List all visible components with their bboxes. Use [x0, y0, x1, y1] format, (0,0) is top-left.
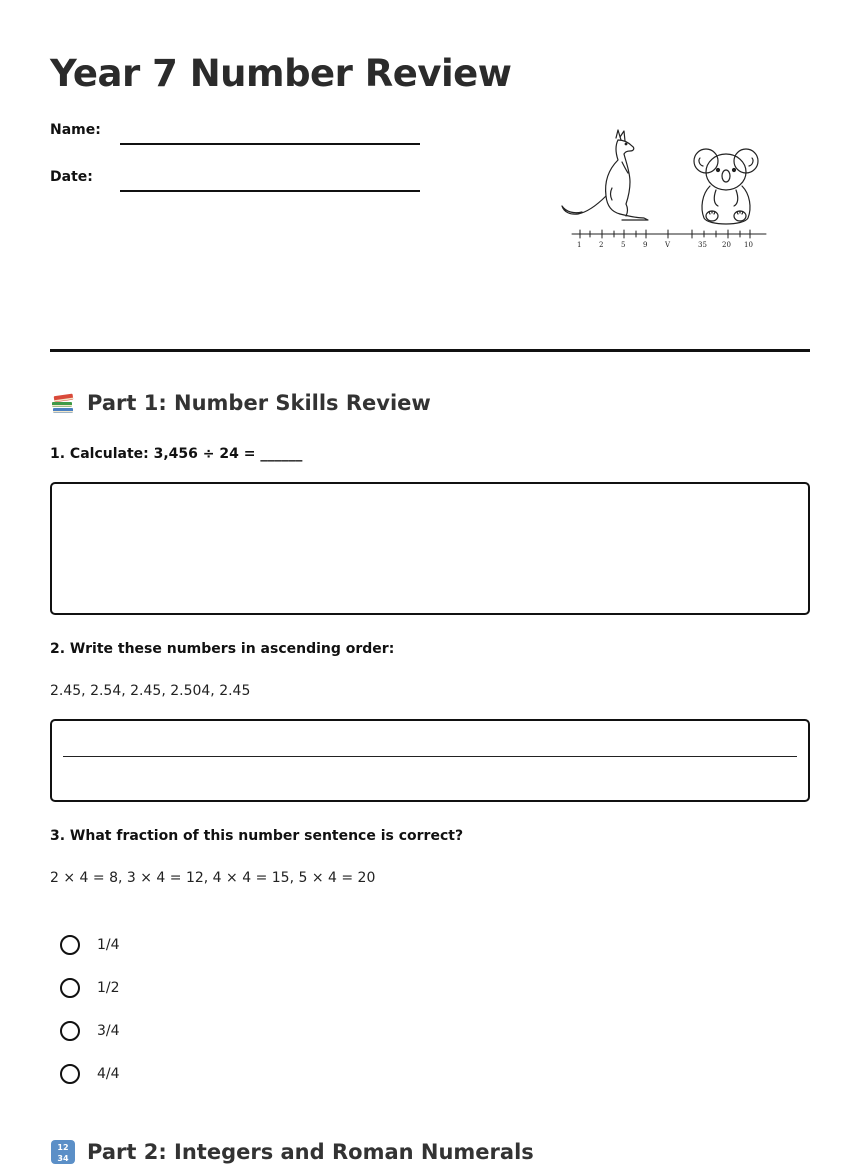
part1-title: Part 1: Number Skills Review [87, 391, 431, 415]
part2-title: Part 2: Integers and Roman Numerals [87, 1140, 534, 1164]
page-title: Year 7 Number Review [50, 52, 512, 95]
part1-heading [50, 390, 431, 416]
q3-option-1-4[interactable] [60, 935, 120, 955]
section-divider [50, 349, 810, 352]
question-2: 2. Write these numbers in ascending order: [50, 641, 395, 657]
kangaroo-koala-number-line-icon [560, 128, 770, 250]
option-label: 1/4 [97, 937, 120, 953]
q3-option-4-4[interactable] [60, 1064, 120, 1084]
radio-button[interactable] [60, 935, 80, 955]
date-label: Date: [50, 169, 93, 185]
numbers-keycap-icon [50, 1139, 76, 1165]
tick-label: V [665, 241, 671, 249]
tick-label: 10 [744, 241, 753, 249]
number-line [572, 230, 766, 238]
name-field[interactable] [120, 143, 420, 145]
option-label: 4/4 [97, 1066, 120, 1082]
svg-text:34: 34 [57, 1154, 69, 1163]
option-label: 3/4 [97, 1023, 120, 1039]
tick-label: 1 [577, 241, 582, 249]
tick-label: 35 [698, 241, 707, 249]
question-3: 3. What fraction of this number sentence is correct? [50, 828, 464, 844]
option-label: 1/2 [97, 980, 120, 996]
tick-label: 20 [722, 241, 731, 249]
worksheet-page [50, 0, 810, 1164]
svg-text:12: 12 [57, 1143, 69, 1152]
q2-numbers: 2.45, 2.54, 2.45, 2.504, 2.45 [50, 683, 251, 699]
question-1: 1. Calculate: 3,456 ÷ 24 = ______ [50, 446, 303, 462]
tick-label: 9 [643, 241, 648, 249]
radio-button[interactable] [60, 978, 80, 998]
tick-label: 5 [621, 241, 626, 249]
koala-icon [694, 149, 758, 224]
radio-button[interactable] [60, 1021, 80, 1041]
date-field[interactable] [120, 190, 420, 192]
radio-button[interactable] [60, 1064, 80, 1084]
name-label: Name: [50, 122, 101, 138]
tick-label: 2 [599, 241, 604, 249]
part2-heading [50, 1139, 534, 1165]
q3-option-3-4[interactable] [60, 1021, 120, 1041]
q3-option-1-2[interactable] [60, 978, 120, 998]
q1-answer-box[interactable] [50, 482, 810, 615]
q3-sentence: 2 × 4 = 8, 3 × 4 = 12, 4 × 4 = 15, 5 × 4 = 20 [50, 870, 376, 886]
books-icon [50, 390, 76, 416]
kangaroo-icon [562, 130, 648, 220]
q2-answer-line [63, 756, 797, 757]
q2-answer-box[interactable] [50, 719, 810, 802]
